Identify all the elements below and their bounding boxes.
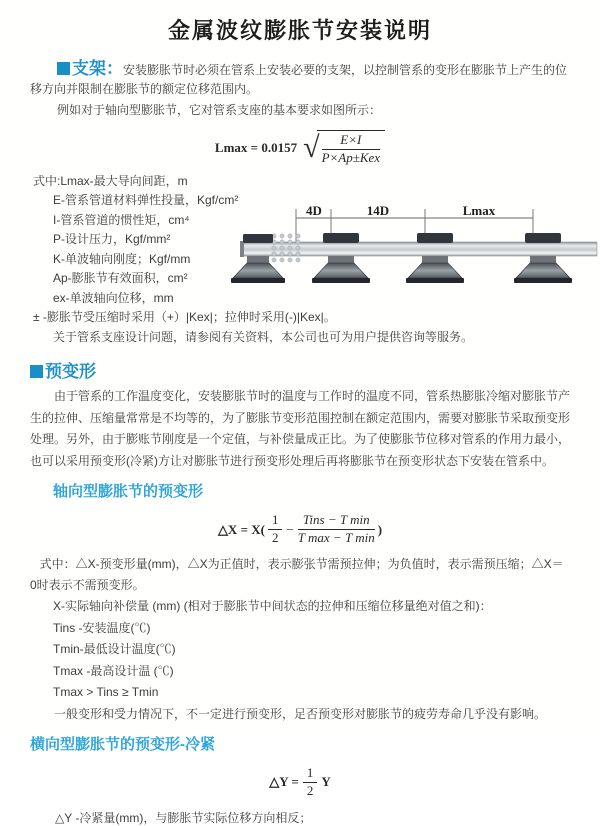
lmax-formula — [30, 130, 570, 166]
axial-definitions — [30, 596, 570, 704]
support-paragraph — [30, 59, 570, 99]
temperature-ratio-fraction — [298, 513, 375, 546]
axial-item: Tmin-最低设计温度(℃) — [53, 642, 176, 657]
pipe-support-diagram — [238, 202, 600, 298]
axial-item: Tmax -最高设计温 (℃) — [53, 663, 174, 678]
support-intro-text: 安装膨胀节时必须在管系上安装必要的支架，以控制管系的变形在膨胀节上产生的位移方向并限制在膨胀节的额定位移范围内。 — [30, 63, 568, 96]
pipe-support — [312, 233, 370, 283]
definition-item: E-管系管道材料弹性投量，Kgf/cm² — [53, 193, 239, 208]
lmax-formula-denominator: P×Ap±Kex — [321, 149, 381, 165]
consulting-note: 关于管系支座设计问题，请参阅有关资料，本公司也可为用户提供咨询等服务。 — [53, 329, 474, 344]
minus-sign: − — [286, 521, 294, 537]
predeform-heading-text: 预变形 — [45, 362, 96, 382]
lateral-subheading: 横向型膨胀节的预变形-冷紧 — [30, 735, 215, 753]
lateral-note: △Y -冷紧量(mm)，与膨胀节实际位移方向相反； — [55, 810, 312, 825]
support-section-heading: 支架： — [72, 59, 123, 78]
definition-item: P-设计压力，Kgf/mm² — [53, 232, 171, 247]
support-example-line: 例如对于轴向型膨胀节，它对管系支座的基本要求如图所示： — [57, 103, 382, 117]
definitions-block — [30, 172, 570, 348]
definition-item: I-管系管道的惯性矩，cm⁴ — [53, 212, 190, 227]
pipe — [240, 241, 597, 257]
definition-item: Ap-膨胀节有效面积，cm² — [53, 271, 188, 286]
lateral-formula-lhs: △Y = — [269, 774, 299, 790]
axial-formula-denominator: T max − T min — [297, 530, 375, 546]
one-half-fraction: $\frac{1}{2}$ — [268, 513, 283, 546]
axial-item: X-实际轴向补偿量 (mm) (相对于膨胀节中间状态的拉伸和压缩位移量绝对值之和)： — [53, 599, 492, 614]
sqrt-radical-icon: √ $\frac{E\times I}{\text{P×Ap±Kex}}$ — [303, 130, 385, 166]
axial-formula-rhs: ) — [377, 521, 383, 537]
dimension-label-14d: 14D — [366, 202, 390, 218]
pipe-support — [406, 233, 464, 283]
axial-item: Tins -安装温度(℃) — [53, 620, 151, 635]
axial-formula-lhs: △X = X( — [217, 521, 265, 537]
lateral-formula-rhs: Y — [321, 774, 331, 790]
page-title: 金属波纹膨胀节安装说明 — [167, 18, 432, 43]
one-half-fraction: $\frac{1}{2}$ — [303, 766, 318, 799]
axial-note-paragraph: 式中：△X-预变形量(mm)，△X为正值时，表示膨张节需预拉伸；为负值时，表示需预压缩；△X＝0时表示不需预变形。 — [30, 557, 564, 593]
dimension-label-lmax: Lmax — [462, 202, 496, 218]
definition-item: ex-单波轴向位移，mm — [53, 290, 174, 305]
predeform-paragraph: 由于管系的工作温度变化，安装膨胀节时的温度与工作时的温度不同，管系热膨胀冷缩对膨胀节产生的拉伸、压缩量常常是不均等的，为了膨胀节变形范围控制在额定范围内，需要对膨胀节采取预变形处理。另外，由于膨账节刚度是一个定值，与补偿量成正比。为了使膨胀节位移对管系的作用力最小，也可以采用预变形(冷紧)方让对膨胀节进行预变形处理后再将膨胀节在预变形状态下安装在管系中。 — [30, 389, 571, 468]
axial-formula — [30, 513, 570, 546]
lmax-formula-numerator: E×I — [322, 133, 381, 150]
lmax-formula-fraction — [322, 133, 381, 166]
predeform-section-heading — [30, 357, 570, 382]
section-square-icon — [57, 62, 70, 75]
pipe-support — [514, 233, 572, 283]
section-square-icon — [30, 365, 43, 378]
axial-closing-paragraph: 一般变形和受力情况下，不一定进行预变形，足否预变形对膨胀节的疲劳寿命几乎没有影响。 — [54, 706, 547, 721]
definition-item: 式中:Lmax-最大导向间距，m — [33, 173, 188, 188]
kex-sign-note: ± -膨胀节受压缩时采用（+）|Kex|；拉伸时采用(-)|Kex|。 — [33, 310, 336, 325]
lmax-formula-lhs: Lmax = 0.0157 — [214, 139, 298, 155]
anchor-support — [231, 234, 285, 283]
axial-formula-numerator: Tins − T min — [298, 513, 375, 530]
axial-subheading: 轴向型膨胀节的预变形 — [53, 483, 204, 501]
axial-item: Tmax > Tins ≥ Tmin — [53, 685, 159, 700]
dimension-label-4d: 4D — [306, 202, 322, 218]
definition-item: K-单波轴向刚度；Kgf/mm — [53, 251, 191, 266]
lateral-formula — [30, 766, 570, 799]
